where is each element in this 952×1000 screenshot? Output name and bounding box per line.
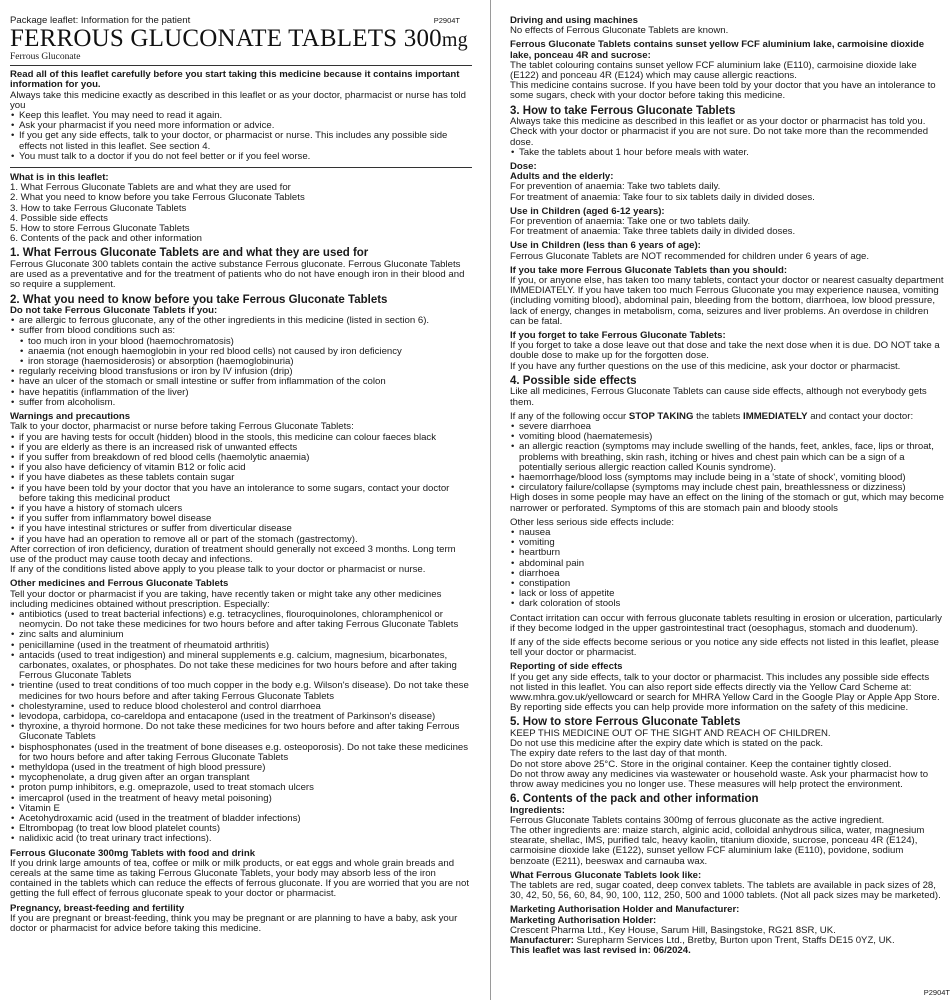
ingredients-heading: Ingredients: — [510, 804, 565, 816]
toc-item: 6. Contents of the pack and other information — [10, 233, 202, 245]
blood-conditions-list — [10, 337, 472, 368]
manufacturer-label: Manufacturer: — [510, 935, 574, 947]
section-4-heading: 4. Possible side effects — [510, 374, 637, 387]
list-item: • if you have diabetes as these tablets contain sugar — [10, 473, 472, 483]
serious-side-effects-text: If any of the side effects become serious or you notice any side effects not listed in this leaflet, please tell your doctor or pharmacist. — [510, 636, 939, 659]
list-item: • constipation — [510, 579, 944, 589]
list-item: • lack or loss of appetite — [510, 589, 944, 599]
list-item: • have hepatitis (inflammation of the liver) — [10, 388, 472, 398]
list-item: • iron storage (haemosiderosis) or absorption (haemoglobinuria) — [10, 357, 472, 367]
food-drink-text: If you drink large amounts of tea, coffee or milk or milk products, or eat eggs and whole grain breads and cereals at the same time as taking Ferrous Gluconate Tablets, your body may absorb less of the iron contained in the tablets which can reduce the effects of ferrous gluconate. If you are worried that you are not getting the full effect of ferrous gluconate speak to your doctor or pharmacist. — [10, 857, 470, 900]
list-item: • Eltrombopag (to treat low blood platelet counts) — [10, 824, 472, 834]
pregnancy-heading: Pregnancy, breast-feeding and fertility — [10, 902, 185, 914]
other-medicines-list — [10, 610, 472, 845]
dose-heading: Dose: — [510, 160, 537, 172]
list-item: • thyroxine, a thyroid hormone. Do not take these medicines for two hours before and after taking Ferrous Gluconate Tablets — [10, 722, 472, 742]
list-item: • suffer from blood conditions such as: — [10, 326, 472, 336]
list-item: • if you have had an operation to remove all or part of the stomach (gastrectomy). — [10, 535, 472, 545]
list-item: • vomiting blood (haematemesis) — [510, 432, 944, 442]
toc-item: 1. What Ferrous Gluconate Tablets are and what they are used for — [10, 182, 291, 194]
toc-item: 3. How to take Ferrous Gluconate Tablets — [10, 202, 187, 214]
ingredients-text: Ferrous Gluconate Tablets contains 300mg of ferrous gluconate as the active ingredient. — [510, 814, 885, 826]
right-column — [510, 0, 944, 1000]
stop-text-d: IMMEDIATELY — [743, 410, 808, 422]
mah-address: Crescent Pharma Ltd., Key House, Sarum Hill, Basingstoke, RG21 8SR, UK. — [510, 924, 836, 936]
list-item: • antacids (used to treat indigestion) and mineral supplements e.g. calcium, magnesium, bicarbonates, carbonates, oxalates, or phosphates. Do not take these medicines for two hours before and after taking Ferrous Gluconate Tablets — [10, 651, 472, 682]
leaflet-code-bottom: P2904T — [923, 988, 950, 997]
list-item: • heartburn — [510, 548, 944, 558]
reporting-text: If you get any side effects, talk to your doctor or pharmacist. This includes any possible side effects not listed in this leaflet. You can also report side effects directly via the Yellow Card Scheme at: www.mhra.gov.uk/yellowcard or search for MHRA Yellow Card in the Google Play or Apple App Store. By reporting side effects you can help provide more information on the safety of this medicine. — [510, 671, 940, 714]
forget-text: If you forget to take a dose leave out that dose and take the next dose when it is due. DO NOT take a double dose to make up for the forgotten dose. — [510, 340, 940, 362]
revision-date: This leaflet was last revised in: 06/2024. — [510, 945, 691, 957]
list-item: • Take the tablets about 1 hour before meals with water. — [510, 148, 944, 158]
product-subtitle: Ferrous Gluconate — [10, 52, 472, 66]
warnings-after-2: If any of the conditions listed above apply to you please talk to your doctor or pharmacist or nurse. — [10, 564, 426, 576]
section-6-heading: 6. Contents of the pack and other information — [510, 793, 759, 806]
list-item: • haemorrhage/blood loss (symptoms may include being in a 'state of shock', vomiting blood) — [510, 473, 944, 483]
toc-item: 4. Possible side effects — [10, 212, 108, 224]
mah-heading-2: Marketing Authorisation Holder: — [510, 914, 657, 926]
mah-heading: Marketing Authorisation Holder and Manufacturer: — [510, 904, 740, 916]
list-item: • antibiotics (used to treat bacterial infections) e.g. tetracyclines, flouroquinolones, chloramphenicol or neomycin. Do not take these medicines for two hours before and after taking Ferrous Gluconate Tablets — [10, 610, 472, 630]
forget-text-2: If you have any further questions on the use of this medicine, ask your doctor or pharmacist. — [510, 360, 901, 372]
list-item: • Acetohydroxamic acid (used in the treatment of bladder infections) — [10, 814, 472, 824]
section-4-text: Like all medicines, Ferrous Gluconate Tablets can cause side effects, although not everybody gets them. — [510, 386, 927, 408]
toc-item: 5. How to store Ferrous Gluconate Tablets — [10, 223, 190, 235]
toc-item: 2. What you need to know before you take Ferrous Gluconate Tablets — [10, 192, 305, 204]
list-item: • Ask your pharmacist if you need more information or advice. — [10, 121, 472, 131]
warnings-intro: Talk to your doctor, pharmacist or nurse before taking Ferrous Gluconate Tablets: — [10, 421, 354, 433]
contact-irritation-text: Contact irritation can occur with ferrous gluconate tablets resulting in erosion or ulceration, particularly if they become lodged in the upper gastrointestinal tract (oesophagus, stomach and duodenum). — [510, 612, 942, 634]
adults-dose-lines — [510, 182, 944, 202]
list-item: • if you have intestinal strictures or suffer from diverticular disease — [10, 524, 472, 534]
dose-line: For prevention of anaemia: Take two tablets daily. — [510, 181, 721, 193]
other-ingredients-text: The other ingredients are: maize starch, alginic acid, colloidal anhydrous silica, water, magnesium stearate, shellac, IMS, purified talc, heavy kaolin, titanium dioxide, sucrose, ponceau 4R (E124), carmoisine dioxide lake (E122), sunset yellow FCF aluminium lake (E110), povidone, sodium benzoate (E211), beeswax and carnauba wax. — [510, 825, 925, 867]
list-item: • if you have been told by your doctor that you have an intolerance to some sugars, contact your doctor before taking this medicinal product — [10, 484, 472, 504]
stop-text-a: If any of the following occur — [510, 410, 629, 422]
less-serious-intro: Other less serious side effects include: — [510, 516, 675, 528]
product-title-unit: mg — [441, 29, 468, 52]
list-item: • Keep this leaflet. You may need to read it again. — [10, 111, 472, 121]
intro-warning: Read all of this leaflet carefully before you start taking this medicine because it contains important information for you. — [10, 69, 460, 91]
leaflet-code: P2904T — [433, 16, 460, 25]
list-item: • if you also have deficiency of vitamin B12 or folic acid — [10, 463, 472, 473]
dose-line: For treatment of anaemia: Take four to six tablets daily in divided doses. — [510, 191, 815, 203]
list-item: • suffer from alcoholism. — [10, 398, 472, 408]
colouring-heading: Ferrous Gluconate Tablets contains sunset yellow FCF aluminium lake, carmoisine dioxide lake, ponceau 4R and sucrose: — [510, 39, 925, 61]
list-item: • circulatory failure/collapse (symptoms may include chest pain, breathlessness or dizziness) — [510, 483, 944, 493]
other-medicines-intro: Tell your doctor or pharmacist if you are taking, have recently taken or might take any other medicines including medicines obtained without prescription. Especially: — [10, 588, 442, 610]
section-3-text: Always take this medicine as described in this leaflet or as your doctor or pharmacist has told you. Check with your doctor or pharmacist if you are not sure. Do not take more than the recommended dose. — [510, 116, 929, 148]
list-item: • Vitamin E — [10, 804, 472, 814]
storage-line: Do not use this medicine after the expiry date which is stated on the pack. — [510, 738, 824, 750]
warnings-heading: Warnings and precautions — [10, 411, 131, 423]
dont-take-list — [10, 316, 472, 336]
list-item: • are allergic to ferrous gluconate, any of the other ingredients in this medicine (listed in section 6). — [10, 316, 472, 326]
list-item: • cholestyramine, used to reduce blood cholesterol and control diarrhoea — [10, 702, 472, 712]
list-item: • proton pump inhibitors, e.g. omeprazole, used to treat stomach ulcers — [10, 783, 472, 793]
warnings-list — [10, 433, 472, 545]
dose-line: For treatment of anaemia: Take three tablets daily in divided doses. — [510, 226, 796, 238]
list-item: • If you get any side effects, talk to your doctor, or pharmacist or nurse. This includes any possible side effects not listed in this leaflet. See section 4. — [10, 131, 472, 151]
forget-heading: If you forget to take Ferrous Gluconate Tablets: — [510, 329, 726, 341]
storage-line: The expiry date refers to the last day of that month. — [510, 748, 728, 760]
manufacturer-address: Surepharm Services Ltd., Bretby, Burton upon Trent, Staffs DE15 0YZ, UK. — [573, 935, 895, 947]
section-3-heading: 3. How to take Ferrous Gluconate Tablets — [510, 104, 736, 117]
list-item: • severe diarrhoea — [510, 422, 944, 432]
overdose-heading: If you take more Ferrous Gluconate Tablets than you should: — [510, 264, 788, 276]
dont-take-heading: Do not take Ferrous Gluconate Tablets if you: — [10, 305, 218, 317]
list-item: • penicillamine (used in the treatment of rheumatoid arthritis) — [10, 641, 472, 651]
list-item: • if you are having tests for occult (hidden) blood in the stools, this medicine can colour faeces black — [10, 433, 472, 443]
driving-heading: Driving and using machines — [510, 15, 638, 26]
package-leaflet-label: Package leaflet: Information for the patient — [10, 15, 191, 26]
list-item: • dark coloration of stools — [510, 599, 944, 609]
warnings-after: After correction of iron deficiency, duration of treatment should generally not exceed 3 months. Long term use of the product may cause tooth decay and infections. — [10, 543, 456, 565]
appearance-heading: What Ferrous Gluconate Tablets look like: — [510, 869, 702, 881]
column-divider — [490, 0, 491, 1000]
list-item: • too much iron in your blood (haemochromatosis) — [10, 337, 472, 347]
list-item: • You must talk to a doctor if you do not feel better or if you feel worse. — [10, 152, 472, 162]
list-item: • if you suffer from breakdown of red blood cells (haemolytic anaemia) — [10, 453, 472, 463]
sucrose-text: This medicine contains sucrose. If you have been told by your doctor that you have an intolerance to some sugars, check with your doctor before taking this medicine. — [510, 80, 936, 102]
list-item: • anaemia (not enough haemoglobin in your red blood cells) not caused by iron deficiency — [10, 347, 472, 357]
intro-list — [10, 111, 472, 162]
toc-list — [10, 183, 472, 244]
list-item: • methyldopa (used in the treatment of high blood pressure) — [10, 763, 472, 773]
leaflet-header — [10, 16, 472, 66]
stop-text-e: and contact your doctor: — [807, 410, 914, 422]
list-item: • trientine (used to treat conditions of too much copper in the body e.g. Wilson's disease). Do not take these medicines for two hours before and after taking Ferrous Gluconate Tablets — [10, 681, 472, 701]
appearance-text: The tablets are red, sugar coated, deep convex tablets. The tablets are available in pack sizes of 28, 30, 42, 50, 56, 60, 84, 90, 100, 112, 250, 500 and 1000 tablets. (Not all pack sizes may be marketed). — [510, 880, 941, 902]
list-item: • bisphosphonates (used in the treatment of bone diseases e.g. osteoporosis). Do not take these medicines for two hours before and after taking Ferrous Gluconate Tablets — [10, 743, 472, 763]
product-title-main: FERROUS GLUCONATE TABLETS 300 — [10, 25, 442, 53]
stop-text-c: the tablets — [693, 410, 744, 422]
colouring-text: The tablet colouring contains sunset yellow FCF aluminium lake (E110), carmoisine dioxide lake (E122) and ponceau 4R (E124) which may cause allergic reactions. — [510, 59, 917, 82]
list-item: • imercaprol (used in the treatment of heavy metal poisoning) — [10, 794, 472, 804]
overdose-text: If you, or anyone else, has taken too many tablets, contact your doctor or nearest casualty department IMMEDIATELY. If you have taken too much Ferrous Gluconate you may experience nausea, vomiting (including vomiting blood), abdominal pain, bleeding from the bottom, diarrhoea, low blood pressure, lack of energy, changes in metabolism, coma, seizures and liver problems. An overdose in children can be fatal. — [510, 274, 944, 327]
children-heading: Use in Children (aged 6-12 years): — [510, 205, 665, 217]
section-3-list — [510, 148, 944, 158]
storage-line: Do not store above 25°C. Store in the original container. Keep the container tightly closed. — [510, 758, 892, 770]
list-item: • nausea — [510, 528, 944, 538]
children-dose-lines — [510, 217, 944, 237]
list-item: • if you have a history of stomach ulcers — [10, 504, 472, 514]
food-drink-heading: Ferrous Gluconate 300mg Tablets with food and drink — [10, 847, 256, 859]
adults-heading: Adults and the elderly: — [510, 171, 614, 183]
intro-line: Always take this medicine exactly as described in this leaflet or as your doctor, pharmacist or nurse has told you — [10, 89, 466, 111]
section-1-heading: 1. What Ferrous Gluconate Tablets are and what they are used for — [10, 247, 369, 260]
section-1-text: Ferrous Gluconate 300 tablets contain the active substance Ferrous gluconate. Ferrous Gluconate Tablets are used as a preventative and for the treatment of patients who do not have enough iron in their blood and so require a supplement. — [10, 258, 465, 291]
driving-text: No effects of Ferrous Gluconate Tablets are known. — [510, 25, 729, 37]
high-doses-text: High doses in some people may have an effect on the lining of the stomach or gut, which may become narrower or perforated. Symptoms of this are stomach pain and bloody stools — [510, 492, 944, 514]
under-6-text: Ferrous Gluconate Tablets are NOT recommended for children under 6 years of age. — [510, 250, 870, 262]
storage-line: Do not throw away any medicines via wastewater or household waste. Ask your pharmacist how to throw away medicines you no longer use. These measures will help protect the environment. — [510, 768, 929, 790]
list-item: • diarrhoea — [510, 569, 944, 579]
list-item: • have an ulcer of the stomach or small intestine or suffer from inflammation of the colon — [10, 377, 472, 387]
list-item: • vomiting — [510, 538, 944, 548]
storage-lines — [510, 729, 944, 790]
section-5-heading: 5. How to store Ferrous Gluconate Tablets — [510, 716, 741, 729]
storage-line: KEEP THIS MEDICINE OUT OF THE SIGHT AND REACH OF CHILDREN. — [510, 727, 831, 739]
under-6-heading: Use in Children (less than 6 years of age): — [510, 240, 701, 252]
dont-take-list-2 — [10, 367, 472, 408]
stop-taking-list — [510, 422, 944, 493]
left-column — [10, 0, 472, 1000]
product-title — [10, 27, 472, 52]
dose-line: For prevention of anaemia: Take one or two tablets daily. — [510, 215, 751, 227]
stop-text-b: STOP TAKING — [628, 410, 694, 422]
list-item: • nalidixic acid (to treat urinary tract infections). — [10, 834, 472, 844]
list-item: • if you suffer from inflammatory bowel disease — [10, 514, 472, 524]
section-2-heading: 2. What you need to know before you take Ferrous Gluconate Tablets — [10, 293, 388, 306]
separator — [10, 167, 472, 168]
other-medicines-heading: Other medicines and Ferrous Gluconate Tablets — [10, 578, 229, 590]
list-item: • if you are elderly as there is an increased risk of unwanted effects — [10, 443, 472, 453]
list-item: • levodopa, carbidopa, co-careldopa and entacapone (used in the treatment of Parkinson's disease) — [10, 712, 472, 722]
list-item: • mycophenolate, a drug given after an organ transplant — [10, 773, 472, 783]
pregnancy-text: If you are pregnant or breast-feeding, think you may be pregnant or are planning to have a baby, ask your doctor or pharmacist for advice before taking this medicine. — [10, 912, 458, 935]
toc-heading: What is in this leaflet: — [10, 172, 109, 184]
list-item: • regularly receiving blood transfusions or iron by IV infusion (drip) — [10, 367, 472, 377]
list-item: • zinc salts and aluminium — [10, 630, 472, 640]
reporting-heading: Reporting of side effects — [510, 661, 623, 673]
list-item: • an allergic reaction (symptoms may include swelling of the hands, feet, ankles, face, lips or throat, problems with breathing, skin rash, itching or hives and chest pain which can be a sign of a potentially serious allergic reaction called Kounis syndrome). — [510, 442, 944, 473]
less-serious-list — [510, 528, 944, 610]
list-item: • abdominal pain — [510, 559, 944, 569]
